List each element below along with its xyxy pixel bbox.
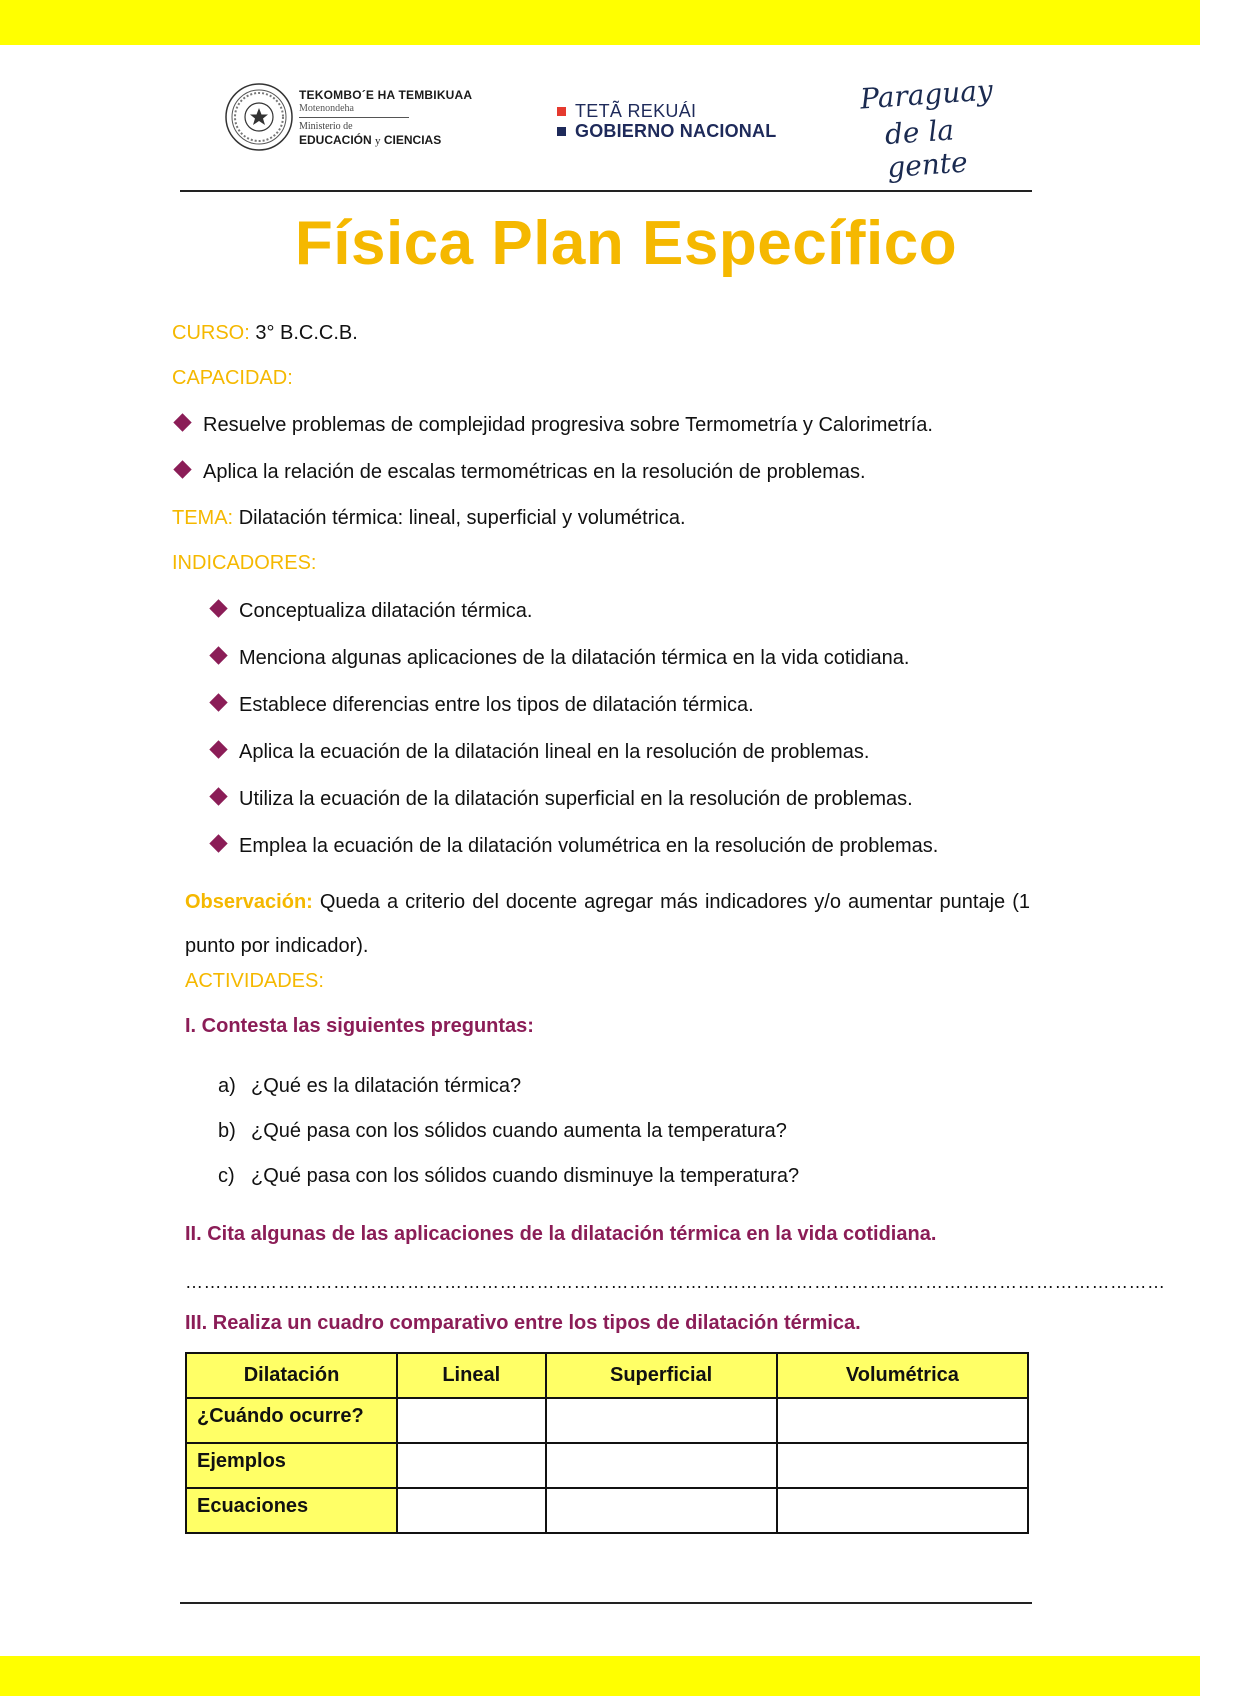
curso-label: CURSO: [172,322,250,344]
tema-value: Dilatación térmica: lineal, superficial y volumétrica. [238,507,686,529]
question-letter: b) [218,1120,236,1142]
capacidad-label: CAPACIDAD: [172,367,293,389]
paraguay-de-la-gente-logo [859,73,1005,185]
ministerio-educacion-logo [224,82,494,154]
indicador-text: Conceptualiza dilatación térmica. [239,600,533,622]
mec-educacion: EDUCACIÓN [299,133,372,147]
table-header-cell: Lineal [397,1353,546,1398]
indicador-text: Emplea la ecuación de la dilatación volumétrica en la resolución de problemas. [239,835,939,857]
table-header-cell: Volumétrica [777,1353,1028,1398]
paraguay-text: Paraguay [859,73,994,116]
capacidad-item [176,461,866,484]
table-row-header: Ejemplos [186,1443,397,1488]
table-row-header: ¿Cuándo ocurre? [186,1398,397,1443]
question-letter: a) [218,1075,236,1097]
gobierno-nacional-logo [557,101,776,141]
indicador-item [212,694,754,717]
top-yellow-band [0,0,1200,45]
indicador-text: Aplica la ecuación de la dilatación lineal en la resolución de problemas. [239,741,870,763]
question-item [218,1120,787,1143]
curso-value: 3° B.C.C.B. [255,322,358,344]
diamond-bullet-icon [209,740,227,758]
diamond-bullet-icon [173,413,191,431]
diamond-bullet-icon [209,834,227,852]
table-cell[interactable] [546,1488,777,1533]
question-text: ¿Qué es la dilatación térmica? [251,1075,522,1097]
observacion-label: Observación: [185,891,313,913]
diamond-bullet-icon [209,599,227,617]
mec-ciencias: CIENCIAS [383,133,442,147]
indicador-item [212,741,869,764]
observacion-text: Queda a criterio del docente agregar más indicadores y/o aumentar puntaje (1 punto por indicador). [185,891,1030,957]
national-seal-icon [224,82,294,152]
table-header-cell: Dilatación [186,1353,397,1398]
page-title: Física Plan Específico [294,209,958,278]
table-cell[interactable] [546,1398,777,1443]
diamond-bullet-icon [173,460,191,478]
red-square-icon [557,107,566,116]
question-item [218,1165,799,1188]
capacidad-item [176,414,933,437]
section-3-title: III. Realiza un cuadro comparativo entre los tipos de dilatación térmica. [185,1312,861,1334]
header-divider [180,190,1032,192]
indicador-item [212,647,909,670]
table-cell[interactable] [777,1488,1028,1533]
indicador-item [212,788,913,811]
diamond-bullet-icon [209,693,227,711]
table-cell[interactable] [777,1398,1028,1443]
question-letter: c) [218,1165,235,1187]
question-text: ¿Qué pasa con los sólidos cuando aumenta la temperatura? [251,1120,787,1142]
section-2-title: II. Cita algunas de las aplicaciones de la dilatación térmica en la vida cotidiana. [185,1223,937,1245]
question-text: ¿Qué pasa con los sólidos cuando disminuye la temperatura? [251,1165,800,1187]
mec-y: y [375,135,381,147]
table-row-header: Ecuaciones [186,1488,397,1533]
capacidad-item-text: Resuelve problemas de complejidad progresiva sobre Termometría y Calorimetría. [203,414,933,436]
mec-divider [299,117,409,118]
comparison-table [185,1352,1029,1534]
indicador-item [212,835,938,858]
mec-line-2: Motenondeha [299,103,354,114]
table-cell[interactable] [397,1398,546,1443]
curso-line [172,322,358,345]
diamond-bullet-icon [209,787,227,805]
mec-line-4 [299,133,499,147]
tema-line [172,507,686,530]
question-item [218,1075,521,1098]
de-la-gente-text: de la gente [883,113,969,185]
answer-dotted-line: …………………………………………………………………………………………………………………………………………… [185,1272,1166,1292]
table-cell[interactable] [397,1443,546,1488]
observacion-paragraph [185,880,1030,968]
mec-line-3: Ministerio de [299,121,353,132]
table-header-cell: Superficial [546,1353,777,1398]
footer-divider [180,1602,1032,1604]
indicador-text: Establece diferencias entre los tipos de dilatación térmica. [239,694,754,716]
indicadores-label: INDICADORES: [172,552,317,574]
mec-line-1: TEKOMBO´E HA TEMBIKUAA [299,88,473,102]
capacidad-item-text: Aplica la relación de escalas termométricas en la resolución de problemas. [203,461,866,483]
bottom-yellow-band [0,1656,1200,1696]
table-cell[interactable] [397,1488,546,1533]
table-cell[interactable] [546,1443,777,1488]
table-header-row [186,1353,1028,1398]
indicador-text: Menciona algunas aplicaciones de la dilatación térmica en la vida cotidiana. [239,647,910,669]
indicador-item [212,600,533,623]
gob-line-1: TETÃ REKUÁI [575,100,697,121]
diamond-bullet-icon [209,646,227,664]
blue-square-icon [557,127,566,136]
table-row [186,1488,1028,1533]
table-cell[interactable] [777,1443,1028,1488]
indicador-text: Utiliza la ecuación de la dilatación superficial en la resolución de problemas. [239,788,913,810]
table-row [186,1443,1028,1488]
gob-line-2: GOBIERNO NACIONAL [575,120,777,141]
actividades-label: ACTIVIDADES: [185,970,324,992]
tema-label: TEMA: [172,507,234,529]
table-row [186,1398,1028,1443]
section-1-title: I. Contesta las siguientes preguntas: [185,1015,534,1037]
